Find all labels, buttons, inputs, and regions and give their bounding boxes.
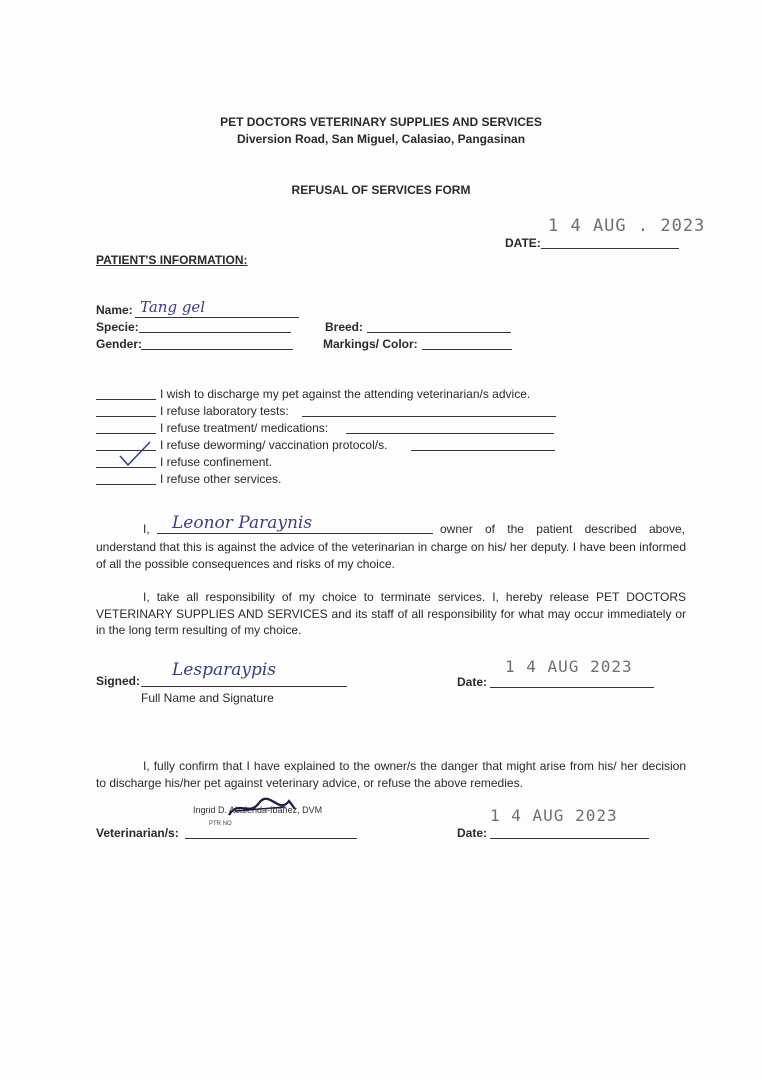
owner-name-handwritten: Leonor Paraynis bbox=[172, 513, 313, 533]
statement-paragraph-2: I, take all responsibility of my choice to terminate services. I, hereby release PET DOCTORS VETERINARY SUPPLIES AND SERVICES and its staff of all responsibility for what may occur immediately or in the long term resulting of my choice. bbox=[96, 590, 686, 637]
gender-field[interactable] bbox=[141, 349, 293, 350]
signed-date-label: Date: bbox=[457, 675, 488, 689]
gender-label: Gender: bbox=[96, 337, 143, 351]
signed-label: Signed: bbox=[96, 674, 140, 688]
vet-printed-name: Ingrid D. Abalenda-Ibañez, DVM bbox=[193, 805, 323, 815]
option-blank-1[interactable] bbox=[96, 399, 156, 400]
company-name: PET DOCTORS VETERINARY SUPPLIES AND SERVICES bbox=[220, 115, 542, 129]
date-line-top[interactable] bbox=[541, 248, 679, 249]
option-blank-6[interactable] bbox=[96, 484, 156, 485]
markings-label: Markings/ Color: bbox=[323, 337, 418, 351]
signed-date-stamp: 1 4 AUG 2023 bbox=[505, 657, 633, 676]
statement-line1-end: owner of the patient described above, bbox=[440, 522, 685, 536]
option-label-2: I refuse laboratory tests: bbox=[160, 404, 289, 418]
signature-sublabel: Full Name and Signature bbox=[141, 691, 274, 705]
name-label: Name: bbox=[96, 303, 133, 317]
option-label-6: I refuse other services. bbox=[160, 472, 282, 486]
breed-label: Breed: bbox=[325, 320, 364, 334]
name-value: Tang gel bbox=[140, 298, 206, 316]
vet-signature-field[interactable] bbox=[185, 838, 357, 839]
name-field[interactable] bbox=[135, 317, 299, 318]
owner-name-field[interactable] bbox=[157, 533, 433, 534]
date-label-top: DATE: bbox=[505, 236, 541, 250]
specie-field[interactable] bbox=[139, 332, 291, 333]
vet-signature-scribble bbox=[225, 795, 300, 821]
specie-label: Specie: bbox=[96, 320, 139, 334]
signature-field[interactable] bbox=[141, 686, 347, 687]
vet-ptr-no: PTR NO bbox=[209, 821, 232, 827]
vet-date-field[interactable] bbox=[490, 838, 649, 839]
option-label-4: I refuse deworming/ vaccination protocol/s. bbox=[160, 438, 388, 452]
confirmation-paragraph: I, fully confirm that I have explained to the owner/s the danger that might arise from his/ her decision to discharge his/her pet against veterinary advice, or refuse the above remedies. bbox=[96, 759, 686, 790]
statement-paragraph-1: understand that this is against the advice of the veterinarian in charge on his/ her deputy. I have been informed of all the possible consequences and risks of my choice. bbox=[96, 540, 686, 571]
owner-signature: Lesparaypis bbox=[172, 660, 277, 680]
option-detail-4[interactable] bbox=[411, 450, 555, 451]
vet-label: Veterinarian/s: bbox=[96, 826, 179, 840]
option-blank-3[interactable] bbox=[96, 433, 156, 434]
statement-prefix: I, bbox=[143, 522, 150, 536]
signed-date-field[interactable] bbox=[490, 687, 654, 688]
option-detail-3[interactable] bbox=[346, 433, 554, 434]
option-label-1: I wish to discharge my pet against the attending veterinarian/s advice. bbox=[160, 387, 531, 401]
option-label-5: I refuse confinement. bbox=[160, 455, 273, 469]
breed-field[interactable] bbox=[367, 332, 511, 333]
vet-date-label: Date: bbox=[457, 826, 488, 840]
option-label-3: I refuse treatment/ medications: bbox=[160, 421, 329, 435]
form-title: REFUSAL OF SERVICES FORM bbox=[291, 183, 471, 197]
markings-field[interactable] bbox=[422, 349, 512, 350]
option-blank-2[interactable] bbox=[96, 416, 156, 417]
company-address: Diversion Road, San Miguel, Calasiao, Pangasinan bbox=[236, 132, 526, 146]
date-stamp-top: 1 4 AUG . 2023 bbox=[548, 216, 706, 236]
patient-section-title: PATIENT'S INFORMATION: bbox=[96, 253, 248, 267]
vet-date-stamp: 1 4 AUG 2023 bbox=[490, 806, 618, 825]
checkmark-icon bbox=[117, 440, 153, 468]
option-detail-2[interactable] bbox=[302, 416, 556, 417]
